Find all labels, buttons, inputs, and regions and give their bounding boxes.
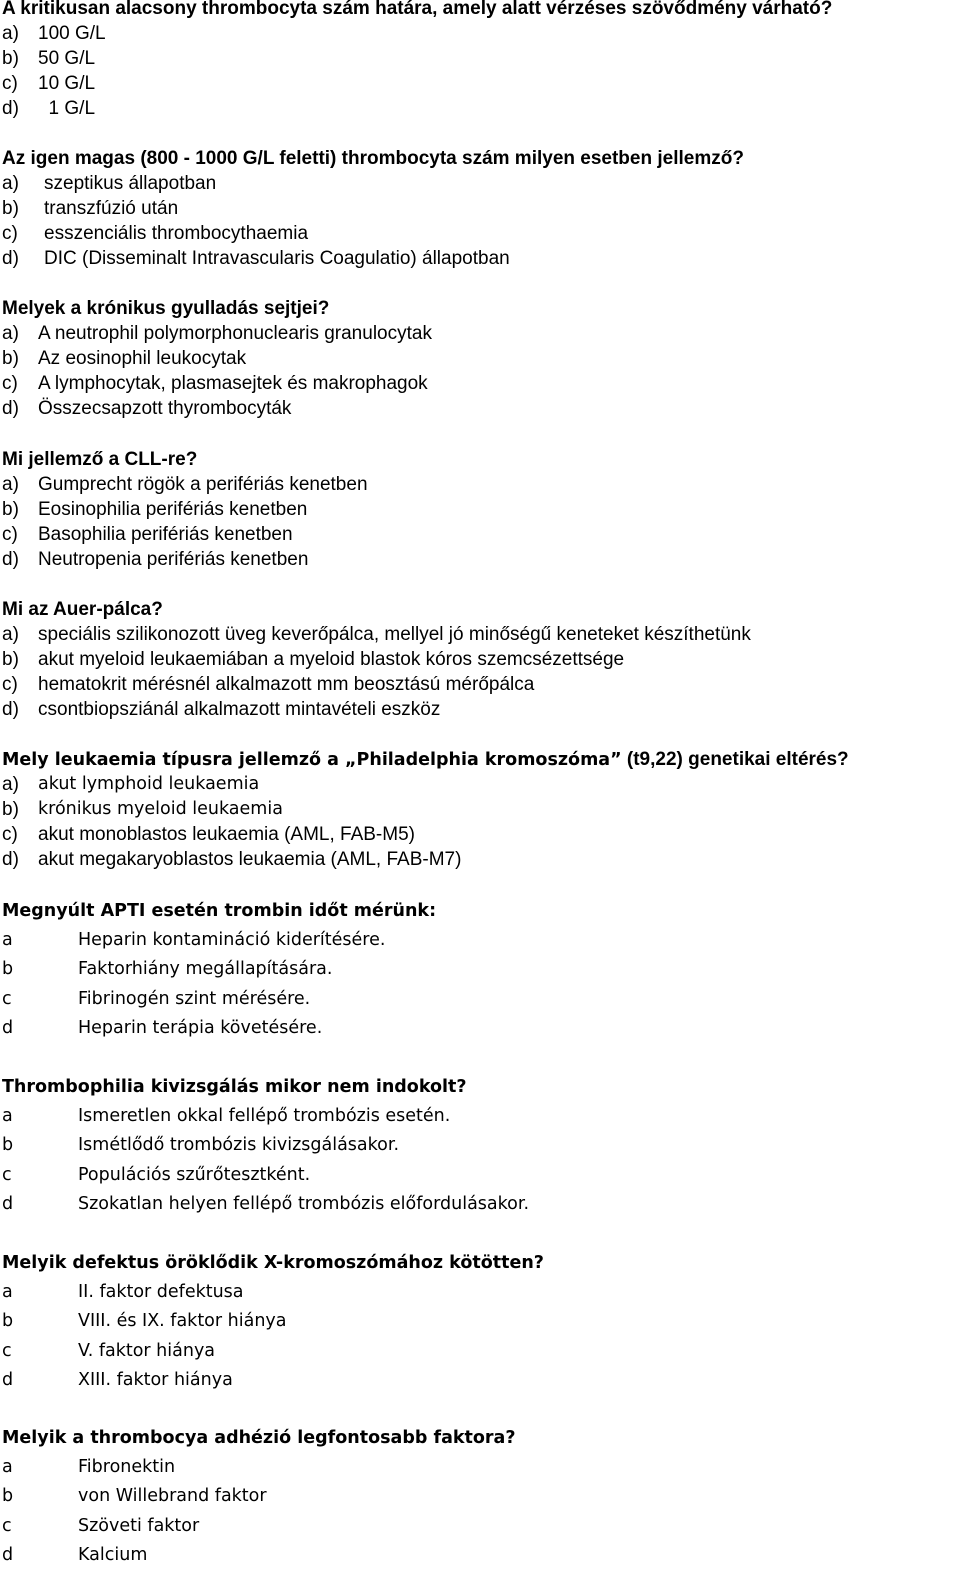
option-text: Kalcium	[78, 1544, 148, 1565]
option-text: II. faktor defektusa	[78, 1282, 244, 1302]
option-letter: c)	[2, 73, 18, 94]
option-text: Neutropenia perifériás kenetben	[38, 549, 309, 570]
option-text: Ismétlődő trombózis kivizsgálásakor.	[78, 1135, 400, 1156]
option-letter: b)	[2, 799, 19, 820]
option-text: Az eosinophil leukocytak	[38, 348, 247, 369]
answer-option	[2, 522, 952, 547]
option-letter: d	[2, 1369, 14, 1390]
answer-option	[2, 1512, 952, 1541]
question-block	[2, 1424, 952, 1570]
option-letter: c	[2, 1515, 12, 1536]
answer-option	[2, 1307, 952, 1336]
question-block	[2, 146, 952, 271]
option-text: Faktorhiány megállapítására.	[78, 959, 333, 980]
answer-option	[2, 622, 952, 647]
question-block	[2, 747, 952, 872]
answer-option	[2, 171, 952, 196]
answer-option	[2, 1014, 952, 1043]
option-text: szeptikus állapotban	[44, 173, 217, 194]
option-text: hematokrit mérésnél alkalmazott mm beosztású mérőpálca	[38, 674, 535, 695]
answer-option	[2, 21, 952, 46]
option-text: transzfúzió után	[44, 198, 179, 219]
option-text: Heparin kontamináció kiderítésére.	[78, 930, 386, 950]
answer-option	[2, 547, 952, 572]
question-title: Mi az Auer-pálca?	[2, 599, 163, 620]
option-letter: d	[2, 1193, 14, 1214]
answer-option	[2, 1131, 952, 1160]
option-letter: a)	[2, 774, 19, 795]
option-text: 1 G/L	[38, 98, 96, 119]
answer-option	[2, 371, 952, 396]
option-letter: b)	[2, 649, 19, 670]
option-letter: b	[2, 1486, 14, 1507]
answer-option	[2, 497, 952, 522]
answer-option	[2, 772, 952, 797]
question-block	[2, 1073, 952, 1219]
answer-option	[2, 847, 952, 872]
option-letter: c)	[2, 223, 18, 244]
option-text: akut myeloid leukaemiában a myeloid blastok kóros szemcsézettsége	[38, 649, 625, 670]
option-text: akut lymphoid leukaemia	[38, 774, 260, 794]
answer-option	[2, 1366, 952, 1395]
answer-option	[2, 926, 952, 955]
answer-option	[2, 246, 952, 271]
option-letter: a)	[2, 474, 19, 495]
answer-option	[2, 1278, 952, 1307]
option-text: Fibronektin	[78, 1457, 176, 1477]
answer-option	[2, 71, 952, 96]
answer-option	[2, 96, 952, 121]
option-letter: a	[2, 1106, 13, 1126]
option-text: esszenciális thrombocythaemia	[44, 223, 309, 244]
answer-option	[2, 697, 952, 722]
option-letter: d)	[2, 98, 19, 119]
answer-option	[2, 822, 952, 847]
answer-option	[2, 1482, 952, 1511]
answer-option	[2, 672, 952, 697]
option-letter: d)	[2, 699, 19, 720]
question-title: Thrombophilia kivizsgálás mikor nem indokolt?	[2, 1077, 467, 1097]
question-title: Melyik a thrombocya adhézió legfontosabb faktora?	[2, 1428, 516, 1448]
option-letter: b	[2, 959, 14, 980]
option-text: Összecsapzott thyrombocyták	[38, 398, 292, 419]
option-letter: d	[2, 1017, 14, 1038]
question-block	[2, 0, 952, 121]
option-letter: b)	[2, 348, 19, 369]
option-text: von Willebrand faktor	[78, 1486, 267, 1507]
option-text: Szokatlan helyen fellépő trombózis előfordulásakor.	[78, 1193, 530, 1214]
option-letter: a)	[2, 173, 19, 194]
option-letter: c	[2, 1164, 12, 1185]
answer-option	[2, 321, 952, 346]
option-letter: c)	[2, 824, 18, 845]
answer-option	[2, 1337, 952, 1366]
question-block	[2, 597, 952, 722]
option-text: 10 G/L	[38, 73, 96, 94]
option-text: akut megakaryoblastos leukaemia (AML, FAB-M7)	[38, 849, 462, 870]
answer-option	[2, 1453, 952, 1482]
answer-option	[2, 472, 952, 497]
option-letter: c	[2, 1340, 12, 1361]
option-letter: a)	[2, 323, 19, 344]
option-text: VIII. és IX. faktor hiánya	[78, 1311, 287, 1332]
option-letter: d)	[2, 398, 19, 419]
option-text: Eosinophilia perifériás kenetben	[38, 499, 308, 520]
option-letter: d)	[2, 248, 19, 269]
option-letter: d)	[2, 549, 19, 570]
option-letter: b	[2, 1311, 14, 1332]
option-letter: d)	[2, 849, 19, 870]
answer-option	[2, 1161, 952, 1190]
question-title-part: (t9,22) genetikai eltérés?	[621, 749, 849, 770]
option-letter: b)	[2, 499, 19, 520]
question-block	[2, 447, 952, 572]
question-title: A kritikusan alacsony thrombocyta szám határa, amely alatt vérzéses szövődmény várható?	[2, 0, 833, 19]
option-text: Ismeretlen okkal fellépő trombózis esetén.	[78, 1106, 451, 1126]
option-text: Szöveti faktor	[78, 1515, 200, 1536]
answer-option	[2, 196, 952, 221]
answer-option	[2, 346, 952, 371]
option-letter: a	[2, 1457, 13, 1477]
question-title: Megnyúlt APTI esetén trombin időt mérünk:	[2, 901, 437, 921]
option-text: Heparin terápia követésére.	[78, 1017, 323, 1038]
option-text: krónikus myeloid leukaemia	[38, 799, 283, 819]
question-block	[2, 296, 952, 421]
option-letter: a	[2, 1282, 13, 1302]
option-text: A lymphocytak, plasmasejtek és makrophagok	[38, 373, 428, 394]
question-title-part: Mely leukaemia típusra jellemző a „Philadelphia kromoszóma”	[2, 750, 622, 770]
option-text: speciális szilikonozott üveg keverőpálca, mellyel jó minőségű keneteket készíthetünk	[38, 624, 751, 645]
option-text: A neutrophil polymorphonuclearis granulocytak	[38, 323, 432, 344]
option-text: Basophilia perifériás kenetben	[38, 524, 293, 545]
answer-option	[2, 985, 952, 1014]
option-letter: c)	[2, 524, 18, 545]
answer-option	[2, 1541, 952, 1570]
option-letter: b)	[2, 48, 19, 69]
option-letter: a)	[2, 23, 19, 44]
answer-option	[2, 647, 952, 672]
option-text: 50 G/L	[38, 48, 96, 69]
option-text: 100 G/L	[38, 23, 106, 44]
option-letter: c	[2, 988, 12, 1009]
answer-option	[2, 221, 952, 246]
question-title: Az igen magas (800 - 1000 G/L feletti) thrombocyta szám milyen esetben jellemző?	[2, 148, 744, 169]
answer-option	[2, 797, 952, 822]
option-text: XIII. faktor hiánya	[78, 1369, 233, 1390]
question-block	[2, 1249, 952, 1395]
answer-option	[2, 46, 952, 71]
option-letter: d	[2, 1544, 14, 1565]
option-letter: a)	[2, 624, 19, 645]
option-letter: a	[2, 930, 13, 950]
option-text: DIC (Disseminalt Intravascularis Coagulatio) állapotban	[44, 248, 510, 269]
option-letter: b	[2, 1135, 14, 1156]
option-letter: c)	[2, 373, 18, 394]
option-text: csontbiopsziánál alkalmazott mintavételi eszköz	[38, 699, 441, 720]
option-letter: b)	[2, 198, 19, 219]
option-text: akut monoblastos leukaemia (AML, FAB-M5)	[38, 824, 415, 845]
answer-option	[2, 1190, 952, 1219]
question-title	[2, 747, 952, 772]
answer-option	[2, 1102, 952, 1131]
question-block	[2, 897, 952, 1043]
option-letter: c)	[2, 674, 18, 695]
option-text: Gumprecht rögök a perifériás kenetben	[38, 474, 368, 495]
option-text: V. faktor hiánya	[78, 1340, 216, 1361]
answer-option	[2, 955, 952, 984]
question-title: Mi jellemző a CLL-re?	[2, 449, 198, 470]
option-text: Populációs szűrőtesztként.	[78, 1164, 311, 1185]
question-title: Melyek a krónikus gyulladás sejtjei?	[2, 298, 330, 319]
option-text: Fibrinogén szint mérésére.	[78, 988, 311, 1009]
answer-option	[2, 396, 952, 421]
question-title: Melyik defektus öröklődik X-kromoszómához kötötten?	[2, 1253, 544, 1273]
